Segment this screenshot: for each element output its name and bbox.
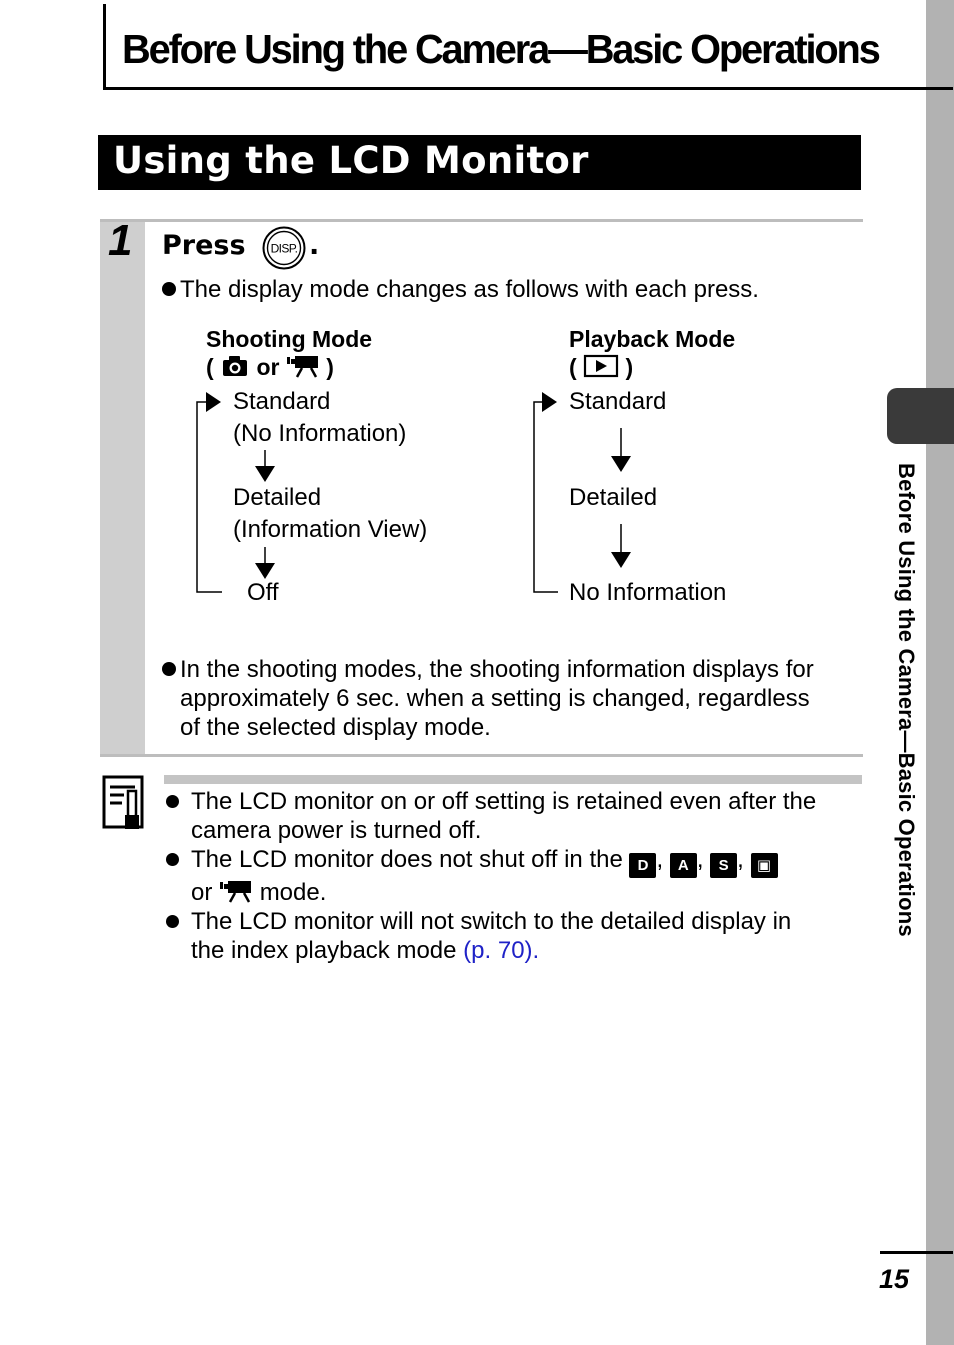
note-line: The LCD monitor on or off setting is retained even after the <box>191 788 817 815</box>
shooting-item-no-information: (No Information) <box>233 420 407 447</box>
playback-item-detailed: Detailed <box>569 484 658 511</box>
section-title: Using the LCD Monitor <box>113 139 589 182</box>
chapter-tab <box>887 388 954 444</box>
bullet-dot <box>166 853 179 866</box>
chapter-frame-bottom <box>103 87 953 90</box>
chapter-title: Before Using the Camera—Basic Operations <box>122 26 879 72</box>
step-bullet-shooting-info <box>162 655 852 742</box>
paren-open: ( <box>569 354 577 380</box>
bullet-text: In the shooting modes, the shooting information displays for <box>180 656 814 683</box>
page-number: 15 <box>879 1264 910 1294</box>
shooting-item-standard: Standard <box>233 388 331 415</box>
note-line <box>191 936 866 965</box>
paren-close: ) <box>625 354 634 380</box>
step-number: 1 <box>108 216 133 265</box>
shooting-item-information-view: (Information View) <box>233 516 428 543</box>
note-line: The LCD monitor will not switch to the detailed display in <box>191 908 792 935</box>
shooting-item-detailed: Detailed <box>233 484 322 511</box>
color-swap-mode-icon: S <box>710 853 737 878</box>
playback-mode-heading: Playback Mode <box>569 326 736 352</box>
bullet-line: of the selected display mode. <box>180 714 491 741</box>
note-item <box>166 787 866 845</box>
memo-note-icon <box>102 775 146 831</box>
stitch-assist-mode-icon: ▣ <box>751 853 778 878</box>
notes-list <box>166 787 866 965</box>
bullet-line: approximately 6 sec. when a setting is changed, regardless <box>180 685 810 712</box>
paren-close: ) <box>326 354 334 380</box>
page-70-link[interactable]: (p. 70) <box>463 937 533 964</box>
bullet-text: The display mode changes as follows with each press. <box>180 276 759 303</box>
bullet-dot <box>166 915 179 928</box>
bullet-dot <box>162 662 176 676</box>
note-line <box>191 878 866 907</box>
note-text: or <box>191 879 213 906</box>
note-item <box>166 907 866 965</box>
or-text: or <box>256 354 280 380</box>
playback-icon <box>583 354 619 378</box>
link-period: . <box>532 937 540 964</box>
camera-icon <box>220 354 250 378</box>
playback-mode-icon <box>569 353 633 381</box>
side-strip <box>926 0 954 1345</box>
step-title-period: . <box>309 230 320 261</box>
bullet-dot <box>166 795 179 808</box>
bullet-dot <box>162 282 176 296</box>
note-text: The LCD monitor does not shut off in the <box>191 846 623 873</box>
movie-icon <box>219 879 253 903</box>
chapter-frame-left <box>103 4 106 90</box>
note-rule <box>164 775 862 784</box>
shooting-item-off: Off <box>247 579 279 606</box>
step-number-column <box>100 222 145 754</box>
note-text: the index playback mode <box>191 937 457 964</box>
page-number-rule <box>880 1251 953 1254</box>
note-line: camera power is turned off. <box>191 817 482 844</box>
step-bullet-display-change <box>162 275 759 304</box>
step-top-rule <box>100 219 863 222</box>
side-chapter-label: Before Using the Camera—Basic Operations <box>894 463 919 937</box>
playback-item-no-information: No Information <box>569 579 727 606</box>
note-item <box>166 845 866 907</box>
color-accent-mode-icon: A <box>670 853 697 878</box>
bullet-line <box>162 655 852 684</box>
note-line: The LCD monitor does not shut off in the D , A , S , ▣ <box>191 845 866 878</box>
movie-icon <box>286 354 320 378</box>
step-title-prefix: Press <box>162 230 246 261</box>
paren-open: ( <box>206 354 214 380</box>
note-text: mode. <box>259 879 327 906</box>
svg-text:DISP.: DISP. <box>270 241 298 256</box>
shooting-mode-heading: Shooting Mode <box>206 326 373 352</box>
shooting-mode-icons <box>206 353 334 381</box>
step-bottom-rule <box>100 754 863 757</box>
playback-item-standard: Standard <box>569 388 667 415</box>
disp-button-icon <box>262 226 306 270</box>
digital-macro-mode-icon: D <box>629 853 656 878</box>
